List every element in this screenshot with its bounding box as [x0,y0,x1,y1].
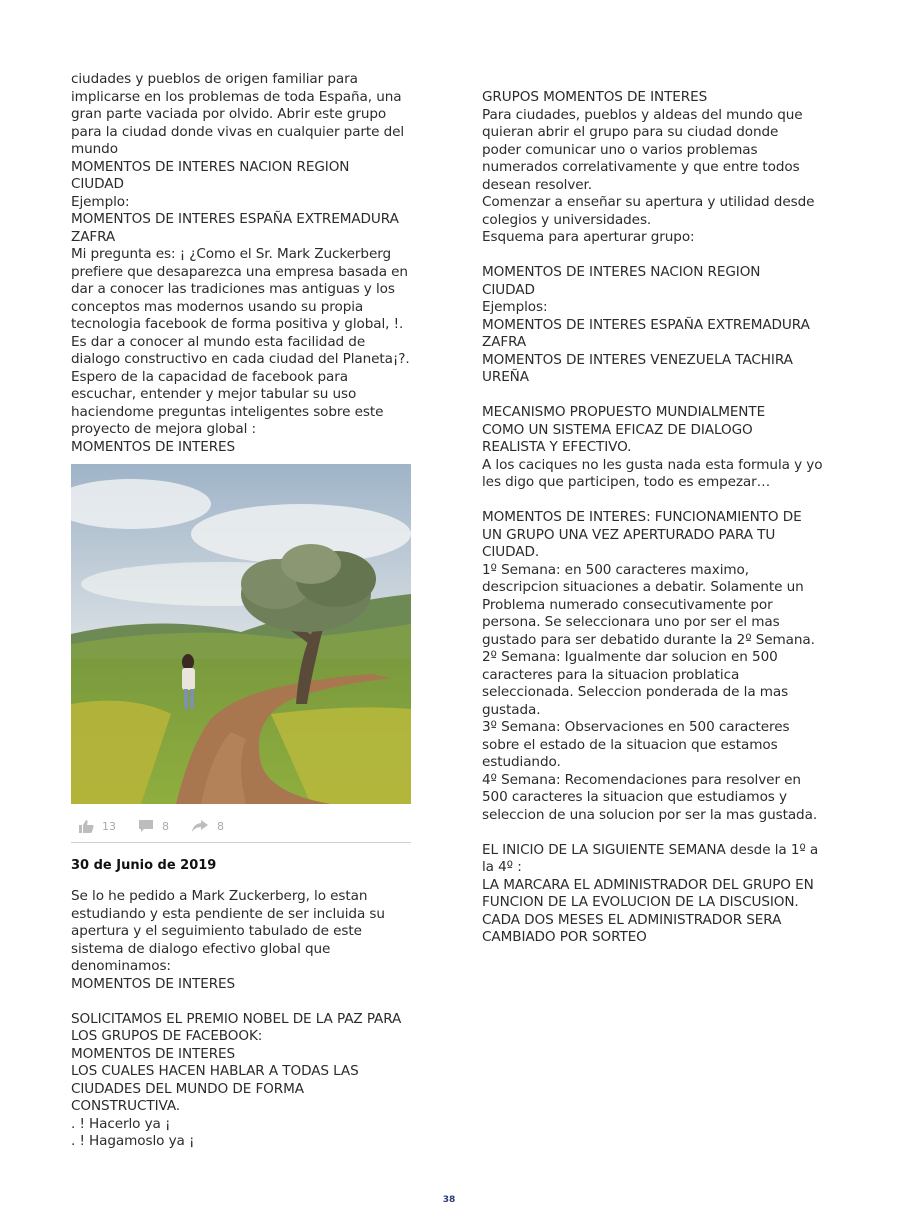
text-line: numerados correlativamente y que entre todos [482,159,800,175]
text-line: la 4º : [482,859,522,875]
text-line: escuchar, entender y mejor tabular su uso [71,386,357,402]
text-line [482,247,827,265]
text-line: estudiando y esta pendiente de ser incluida su [71,905,385,922]
text-line: MOMENTOS DE INTERES VENEZUELA TACHIRA [482,351,793,368]
comment-icon [138,819,154,833]
text-line: MOMENTOS DE INTERES ESPAÑA EXTREMADURA [482,316,810,333]
text-line: 4º Semana: Recomendaciones para resolver en [482,771,801,788]
share-arrow-icon [191,819,209,833]
page-number: 38 [442,1195,456,1205]
text-line: MOMENTOS DE INTERES [71,975,236,992]
text-line: 2º Semana: Igualmente dar solucion en 500 [482,649,778,665]
text-line [71,993,416,1011]
post-text [71,888,416,1151]
text-line: Ejemplos: [482,299,548,315]
text-line: REALISTA Y EFECTIVO. [482,439,632,455]
text-line: quieran abrir el grupo para su ciudad donde [482,124,779,140]
text-line: MOMENTOS DE INTERES: FUNCIONAMIENTO DE [482,509,802,525]
text-line [482,387,827,405]
text-line: SOLICITAMOS EL PREMIO NOBEL DE LA PAZ PARA [71,1010,402,1027]
text-line: seleccionada. Seleccion ponderada de la mas [482,684,789,700]
text-line: CIUDADES DEL MUNDO DE FORMA [71,1080,304,1097]
text-line: CAMBIADO POR SORTEO [482,929,647,945]
text-line: CIUDAD. [482,544,540,560]
text-line: CIUDAD [482,281,535,298]
text-line: gustada. [482,701,541,718]
text-line: ZAFRA [71,228,116,245]
text-line: gustado para ser debatido durante la 2º Semana. [482,631,815,648]
text-line: CIUDAD [71,176,124,192]
text-line: UN GRUPO UNA VEZ APERTURADO PARA TU [482,526,776,543]
text-line: ciudades y pueblos de origen familiar para [71,71,358,87]
text-line: conceptos mas modernos usando su propia [71,298,364,315]
like-button[interactable] [78,819,116,833]
text-line: prefiere que desaparezca una empresa basada en [71,263,408,280]
text-line [482,824,827,842]
text-line: implicarse en los problemas de toda España, una [71,88,402,105]
text-line: proyecto de mejora global : [71,421,256,437]
text-line: Es dar a conocer al mundo esta facilidad de [71,333,366,350]
text-line: les digo que participen, todo es empezar… [482,474,771,490]
share-count: 8 [217,819,224,833]
like-count: 13 [102,819,116,833]
text-line: A los caciques no les gusta nada esta formula y yo [482,456,823,473]
text-line: LOS CUALES HACEN HABLAR A TODAS LAS [71,1063,359,1079]
text-line: haciendome preguntas inteligentes sobre este [71,403,384,420]
text-line: ZAFRA [482,334,527,350]
thumbs-up-icon [78,819,94,833]
text-line: persona. Se seleccionara uno por ser el mas [482,614,780,630]
text-line: CONSTRUCTIVA. [71,1098,181,1114]
text-line: 1º Semana: en 500 caracteres maximo, [482,561,749,578]
text-line: Esquema para aperturar grupo: [482,229,695,245]
text-line: colegios y universidades. [482,211,652,228]
text-line: Se lo he pedido a Mark Zuckerberg, lo estan [71,888,368,904]
text-line: 3º Semana: Observaciones en 500 caracteres [482,719,790,735]
text-line: sistema de dialogo efectivo global que [71,940,331,957]
post-date: 30 de Junio de 2019 [71,858,217,873]
text-line: Para ciudades, pueblos y aldeas del mundo que [482,106,803,123]
text-line: MOMENTOS DE INTERES NACION REGION [482,264,761,280]
text-line: . ! Hacerlo ya ¡ [71,1115,171,1132]
text-line: seleccion de una solucion por ser la mas gustada. [482,806,818,823]
text-line: dar a conocer las tradiciones mas antiguas y los [71,281,395,297]
text-line: mundo [71,141,118,157]
text-line: denominamos: [71,958,171,974]
text-line: MOMENTOS DE INTERES [71,1045,236,1062]
text-line: 500 caracteres la situacion que estudiamos y [482,789,787,805]
text-line: estudiando. [482,754,561,770]
share-button[interactable] [191,819,224,833]
right-column-text [482,89,827,947]
landscape-photo [71,464,411,804]
post-reactions [78,815,411,837]
text-line: Espero de la capacidad de facebook para [71,368,348,385]
text-line: CADA DOS MESES EL ADMINISTRADOR SERA [482,911,782,928]
text-line: Problema numerado consecutivamente por [482,596,773,613]
text-line: UREÑA [482,369,529,385]
text-line: COMO UN SISTEMA EFICAZ DE DIALOGO [482,421,753,438]
text-line: poder comunicar uno o varios problemas [482,141,758,158]
comment-count: 8 [162,819,169,833]
text-line: desean resolver. [482,176,593,193]
text-line: MOMENTOS DE INTERES ESPAÑA EXTREMADURA [71,211,399,227]
text-line: gran parte vaciada por olvido. Abrir este grupo [71,106,387,122]
post-photo[interactable] [71,464,411,804]
text-line: MOMENTOS DE INTERES [71,438,236,455]
text-line: EL INICIO DE LA SIGUIENTE SEMANA desde la 1º a [482,841,819,858]
text-line: . ! Hagamoslo ya ¡ [71,1133,195,1149]
text-line: tecnologia facebook de forma positiva y global, !. [71,316,404,332]
text-line: FUNCION DE LA EVOLUCION DE LA DISCUSION. [482,894,799,910]
text-line: LOS GRUPOS DE FACEBOOK: [71,1028,263,1044]
post-divider [71,842,411,843]
text-line [482,492,827,510]
left-column-text [71,71,416,456]
text-line: descripcion situaciones a debatir. Solamente un [482,579,804,595]
text-line: MECANISMO PROPUESTO MUNDIALMENTE [482,404,766,420]
text-line: GRUPOS MOMENTOS DE INTERES [482,89,708,105]
text-line: sobre el estado de la situacion que estamos [482,736,778,753]
text-line: Ejemplo: [71,193,130,210]
text-line: dialogo constructivo en cada ciudad del Planeta¡?. [71,351,410,367]
text-line: Comenzar a enseñar su apertura y utilidad desde [482,194,815,210]
comment-button[interactable] [138,819,169,833]
text-line: MOMENTOS DE INTERES NACION REGION [71,158,350,175]
text-line: LA MARCARA EL ADMINISTRADOR DEL GRUPO EN [482,876,814,893]
text-line: para la ciudad donde vivas en cualquier parte del [71,123,405,140]
text-line: caracteres para la situacion problatica [482,666,740,683]
text-line: Mi pregunta es: ¡ ¿Como el Sr. Mark Zuckerberg [71,246,391,262]
text-line: apertura y el seguimiento tabulado de este [71,923,362,939]
